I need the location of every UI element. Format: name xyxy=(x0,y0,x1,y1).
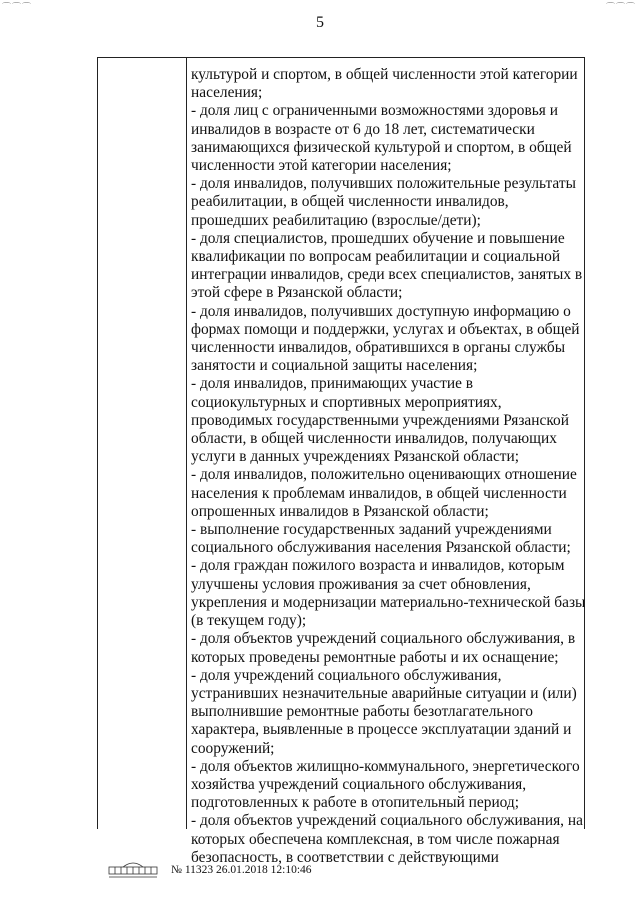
table-right-column xyxy=(191,66,586,867)
text-line: населения; xyxy=(191,84,263,102)
text-line: услуги в данных учреждениях Рязанской области; xyxy=(191,448,520,466)
text-line: этой сфере в Рязанской области; xyxy=(191,284,403,302)
text-line: которых проведены ремонтные работы и их оснащение; xyxy=(191,648,559,666)
text-line: безопасность, в соответствии с действующими xyxy=(191,848,499,866)
text-line: которых обеспечена комплексная, в том числе пожарная xyxy=(191,830,560,848)
text-line: реабилитации, в общей численности инвалидов, xyxy=(191,193,509,211)
text-line: численности инвалидов, обратившихся в органы службы xyxy=(191,339,566,357)
text-line: - доля объектов жилищно-коммунального, энергетического xyxy=(191,757,580,775)
text-line: подготовленных к работе в отопительный период; xyxy=(191,794,520,812)
text-line: прошедших реабилитацию (взрослые/дети); xyxy=(191,211,481,229)
text-line: проводимых государственными учреждениями Рязанской xyxy=(191,411,569,429)
text-line: - доля инвалидов, принимающих участие в xyxy=(191,375,474,393)
government-building-icon xyxy=(105,858,161,880)
text-line: - доля специалистов, прошедших обучение и повышение xyxy=(191,229,565,247)
text-line: - доля лиц с ограниченными возможностями здоровья и xyxy=(191,102,558,120)
text-line: - доля объектов учреждений социального обслуживания, в xyxy=(191,630,576,648)
text-line: сооружений; xyxy=(191,739,275,757)
text-line: выполнившие ремонтные работы безотлагательного xyxy=(191,703,534,721)
text-line: - выполнение государственных заданий учреждениями xyxy=(191,521,552,539)
footer xyxy=(105,858,365,882)
scan-corner-mark-left: ⌒⌒⌒ xyxy=(2,2,33,12)
scan-corner-mark-right: ⌒⌒⌒ xyxy=(605,2,636,12)
text-line: социального обслуживания населения Рязанской области; xyxy=(191,539,571,557)
document-table xyxy=(97,57,586,866)
text-line: - доля инвалидов, получивших положительные результаты xyxy=(191,175,576,193)
text-line: интеграции инвалидов, среди всех специалистов, занятых в xyxy=(191,266,583,284)
text-line: занятости и социальной защиты населения; xyxy=(191,357,478,375)
text-line: - доля инвалидов, положительно оценивающих отношение xyxy=(191,466,577,484)
text-line: - доля граждан пожилого возраста и инвалидов, которым xyxy=(191,557,565,575)
text-line: характера, выявленные в процессе эксплуатации зданий и xyxy=(191,721,572,739)
text-line: занимающихся физической культурой и спортом, в общей xyxy=(191,138,572,156)
text-line: культурой и спортом, в общей численности этой категории xyxy=(191,66,578,83)
text-line: укрепления и модернизации материально-технической базы xyxy=(191,593,586,611)
text-line: формах помощи и поддержки, услугах и объектах, в общей xyxy=(191,320,580,338)
text-line: - доля инвалидов, получивших доступную информацию о xyxy=(191,302,571,320)
text-line: (в текущем году); xyxy=(191,612,307,630)
text-line: инвалидов в возрасте от 6 до 18 лет, систематически xyxy=(191,120,535,138)
text-line: численности этой категории населения; xyxy=(191,157,452,175)
text-line: хозяйства учреждений социального обслуживания, xyxy=(191,775,527,793)
page-number: 5 xyxy=(316,14,324,31)
text-line: - доля объектов учреждений социального обслуживания, на xyxy=(191,812,583,830)
text-line: улучшены условия проживания за счет обновления, xyxy=(191,575,531,593)
text-line: социокультурных и спортивных мероприятиях, xyxy=(191,393,502,411)
text-line: - доля учреждений социального обслуживания, xyxy=(191,666,502,684)
table-left-column xyxy=(98,58,187,829)
text-line: населения к проблемам инвалидов, в общей численности xyxy=(191,484,567,502)
text-line: устранивших незначительные аварийные ситуации и (или) xyxy=(191,684,577,702)
text-line: квалификации по вопросам реабилитации и социальной xyxy=(191,248,561,266)
registration-stamp: № 11323 26.01.2018 12:10:46 xyxy=(171,864,312,876)
text-line: опрошенных инвалидов в Рязанской области; xyxy=(191,502,489,520)
text-line: области, в общей численности инвалидов, получающих xyxy=(191,430,557,448)
